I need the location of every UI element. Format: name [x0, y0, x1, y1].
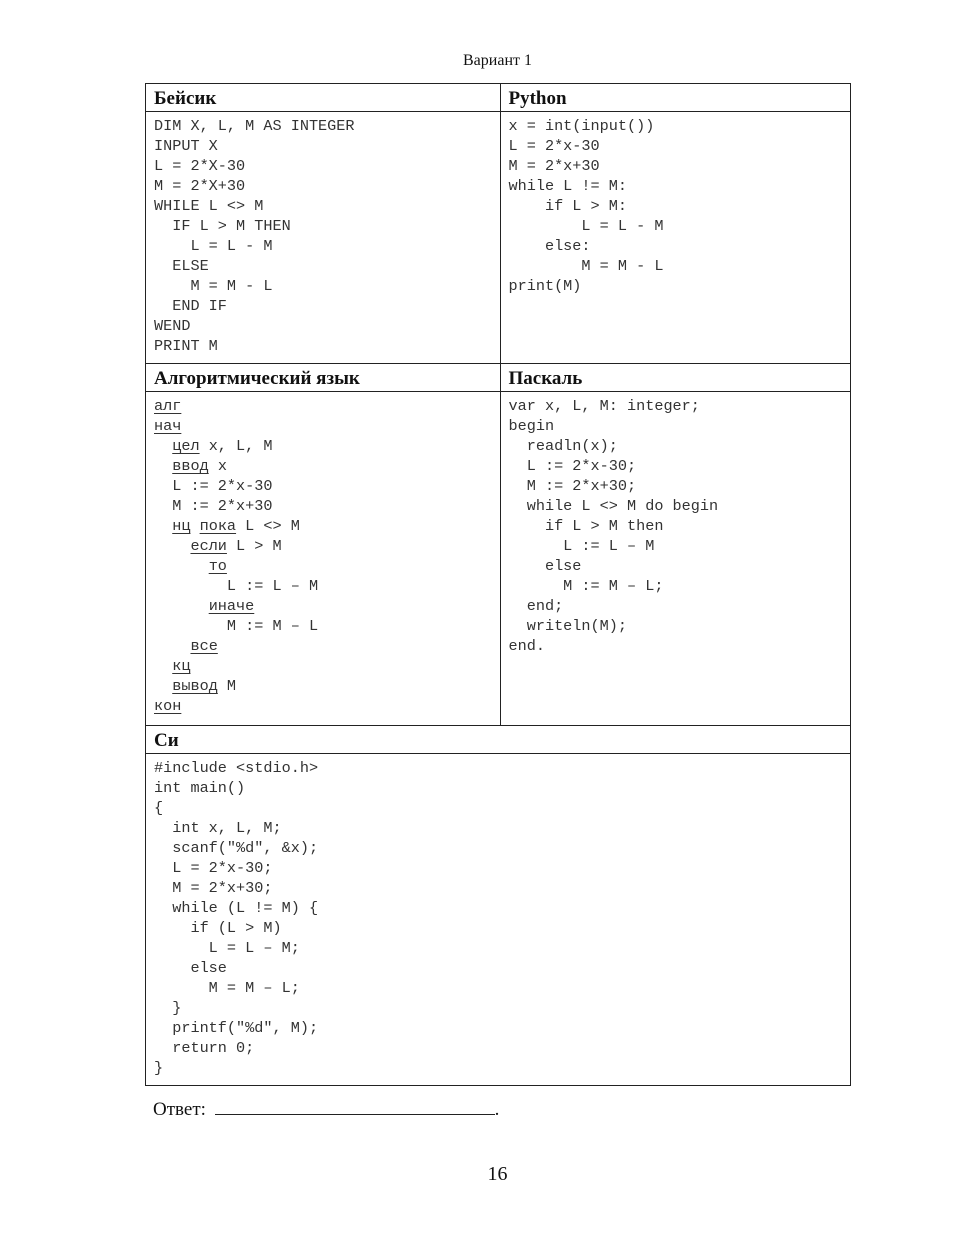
code-line: if L > M then [508, 517, 664, 535]
answer-period: . [494, 1099, 500, 1120]
code-line: L = L - M [508, 217, 664, 235]
code-text [154, 637, 190, 655]
code-line: { [154, 799, 164, 817]
code-line: M = M - L [508, 257, 664, 275]
algo-code [146, 392, 501, 726]
code-line: PRINT M [154, 337, 218, 355]
code-line: end. [508, 637, 545, 655]
code-line [154, 616, 494, 636]
code-text: L > M [226, 537, 282, 555]
code-line: while (L != M) { [154, 899, 319, 917]
variant-label: Вариант 1 [463, 52, 532, 69]
c-header: Си [146, 726, 851, 754]
keyword: иначе [208, 597, 255, 615]
code-line: writeln(M); [508, 617, 627, 635]
keyword: кц [172, 657, 191, 675]
keyword: все [190, 637, 218, 655]
code-text: L := 2*x-30 [154, 477, 273, 495]
code-line: L = 2*x-30 [508, 137, 600, 155]
code-line: L = 2*x-30; [154, 859, 273, 877]
code-line: L = L - M [154, 237, 273, 255]
code-text [154, 657, 172, 675]
keyword: алг [154, 397, 182, 415]
algo-header: Алгоритмический язык [146, 364, 501, 392]
keyword: вывод [172, 677, 218, 695]
code-text: L := L – M [154, 577, 319, 595]
code-line: while L != M: [508, 177, 627, 195]
code-line: L := L – M [508, 537, 655, 555]
code-line: return 0; [154, 1039, 255, 1057]
c-code [146, 754, 851, 1086]
code-text [154, 437, 172, 455]
python-header: Python [500, 84, 851, 112]
code-line: print(M) [508, 277, 582, 295]
code-line [154, 636, 494, 656]
code-text [154, 597, 209, 615]
basic-code [146, 112, 501, 364]
keyword: нач [154, 417, 182, 435]
code-line [154, 556, 494, 576]
code-text [154, 457, 172, 475]
code-text [154, 517, 172, 535]
keyword: то [208, 557, 227, 575]
pascal-code [500, 392, 851, 726]
basic-header: Бейсик [146, 84, 501, 112]
code-line [154, 476, 494, 496]
keyword: нц [172, 517, 191, 535]
code-line: L := 2*x-30; [508, 457, 637, 475]
code-line: if L > M: [508, 197, 627, 215]
code-line: M = M - L [154, 277, 273, 295]
code-line [154, 436, 494, 456]
code-line: L = 2*X-30 [154, 157, 246, 175]
code-text: x [208, 457, 227, 475]
keyword: кон [154, 697, 182, 715]
code-text [154, 677, 172, 695]
code-line: while L <> M do begin [508, 497, 719, 515]
code-line [154, 676, 494, 696]
code-line [154, 536, 494, 556]
page-number: 16 [487, 1163, 508, 1185]
code-line: INPUT X [154, 137, 218, 155]
code-text: M := M – L [154, 617, 319, 635]
code-line: WEND [154, 317, 191, 335]
code-text: x, L, M [199, 437, 273, 455]
answer-row [153, 1094, 499, 1121]
code-line: M = 2*x+30; [154, 879, 273, 897]
code-line: else [154, 959, 227, 977]
code-line: M = 2*X+30 [154, 177, 246, 195]
code-text: L <> M [236, 517, 300, 535]
code-text: M := 2*x+30 [154, 497, 273, 515]
code-line [154, 576, 494, 596]
code-line: begin [508, 417, 555, 435]
code-line: end; [508, 597, 564, 615]
code-line: END IF [154, 297, 227, 315]
code-line: else [508, 557, 582, 575]
code-line [154, 656, 494, 676]
keyword: ввод [172, 457, 209, 475]
code-line: var x, L, M: integer; [508, 397, 700, 415]
code-line: M = 2*x+30 [508, 157, 600, 175]
code-line: readln(x); [508, 437, 618, 455]
keyword: цел [172, 437, 200, 455]
code-text [154, 537, 190, 555]
code-line [154, 516, 494, 536]
code-listings-table [145, 83, 851, 1086]
code-line: L = L – M; [154, 939, 300, 957]
code-line: IF L > M THEN [154, 217, 291, 235]
keyword: пока [199, 517, 237, 535]
code-text [190, 517, 199, 535]
code-line [154, 396, 494, 416]
code-line: M = M – L; [154, 979, 300, 997]
code-line: if (L > M) [154, 919, 282, 937]
code-line: ELSE [154, 257, 209, 275]
code-line [154, 456, 494, 476]
code-line: x = int(input()) [508, 117, 655, 135]
code-line: M := M – L; [508, 577, 664, 595]
code-line: } [154, 999, 182, 1017]
code-line: int main() [154, 779, 246, 797]
code-line: M := 2*x+30; [508, 477, 637, 495]
code-line [154, 596, 494, 616]
answer-blank[interactable] [215, 1094, 495, 1115]
code-line: scanf("%d", &x); [154, 839, 319, 857]
code-line: WHILE L <> M [154, 197, 264, 215]
code-line [154, 416, 494, 436]
keyword: если [190, 537, 227, 555]
pascal-header: Паскаль [500, 364, 851, 392]
code-line: } [154, 1059, 164, 1077]
code-text [154, 557, 209, 575]
code-line: DIM X, L, M AS INTEGER [154, 117, 355, 135]
code-line: #include <stdio.h> [154, 759, 319, 777]
code-line: else: [508, 237, 591, 255]
code-line [154, 696, 494, 716]
code-text: M [217, 677, 237, 695]
python-code [500, 112, 851, 364]
code-line [154, 496, 494, 516]
code-line: printf("%d", M); [154, 1019, 319, 1037]
code-line: int x, L, M; [154, 819, 282, 837]
answer-label: Ответ: [153, 1099, 206, 1120]
